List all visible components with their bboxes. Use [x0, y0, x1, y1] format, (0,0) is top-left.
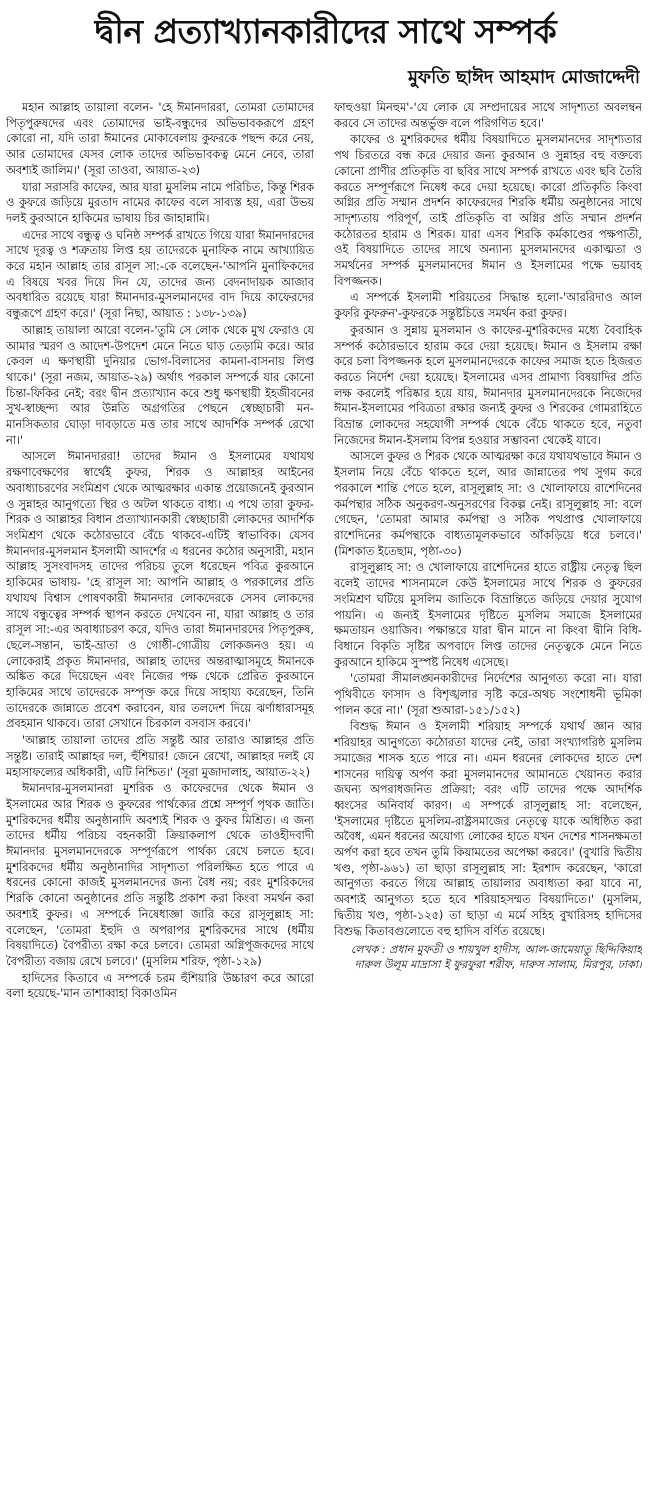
paragraph: ঈমানদার-মুসলমানরা মুশরিক ও কাফেরদের থেকে ঈমান ও ইসলামের আর শিরক ও কুফরের পার্থক্যের প্রশ্নে সম্পূর্ণ পৃথক জাতি। মুশরিকদের ধর্মীয় অনুষ্ঠানাদি অবশ্যই শিরক ও কুফর মিশ্রিত। এ জন্য তাদের ধর্মীয় পরিচয় বহনকারী ক্রিয়াকলাপ থেকে তাওহীদবাদী ঈমানদার মুসলমানদেরকে সম্পূর্ণরূপে পার্থক্য রেখে চলতে হবে। মুশরিকদের ধর্মীয় অনুষ্ঠানাদির সাদৃশ্যতা পরিলক্ষিত হতে পারে এ ধরনের কোনো কাজই মুসলমানদের জন্য বৈধ নয়; বরং মুশরিকদের শিরকি কোনো অনুষ্ঠানের প্রতি সন্তুষ্টি প্রকাশ করা কিংবা সমর্থন করা অবশ্যই কুফর। এ সম্পর্কে নিষেধাজ্ঞা জারি করে রাসূলুল্লাহ সা: বলেছেন, 'তোমরা ইহুদি ও অপরাপর মুশরিকদের সাথে (ধর্মীয় বিষয়াদিতে) বৈপরীত্য রক্ষা করে চলবে। তোমরা অগ্নিপূজকদের সাথে বৈপরীত্য বজায় রেখে চলবে।' (মুসলিম শরিফ, পৃষ্ঠা-১২৯): [6, 782, 314, 968]
paragraph: আসলে ঈমানদাররা! তাদের ঈমান ও ইসলামের যথাযথ রক্ষণাবেক্ষণের স্বার্থেই কুফর, শিরক ও আল্লাহর আইনের অবাধ্যাচরণের সংমিশ্রণ থেকে আত্মরক্ষার একান্ত প্রয়োজনেই কুরআন ও সুন্নাহর আনুগত্যে স্থির ও অটল থাকতে বাধ্য। এ পথে তারা কুফর-শিরক ও আল্লাহর বিধান প্রত্যাখ্যানকারী স্বেচ্ছাচারী লোকদের আদর্শিক সংমিশ্রণ থেকে কঠোরভাবে বেঁচে থাকবে-এটিই স্বাভাবিক। যেসব ঈমানদার-মুসলমান ইসলামী আদর্শের এ ধরনের কঠোর অনুসারী, মহান আল্লাহ সুসংবাদসহ তাদের পরিচয় তুলে ধরেছেন পবিত্র কুরআনে হাকিমের ভাষায়- 'হে রাসূল সা: আপনি আল্লাহ ও পরকালের প্রতি যথাযথ বিশ্বাস পোষণকারী ঈমানদার লোকদেরকে সেসব লোকদের সাথে বন্ধুত্বের সম্পর্ক স্থাপন করতে দেখবেন না, যারা আল্লাহ ও তার রাসূল সা:-এর অবাধ্যাচরণ করে, যদিও তারা ঈমানদারদের পিতৃপুরুষ, ছেলে-সন্তান, ভাই-ভ্রাতা ও গোষ্ঠী-গোত্রীয় লোকজনও হয়। এ লোকেরাই প্রকৃত ঈমানদার, আল্লাহ তাদের অন্তরাত্মাসমূহে ঈমানকে অঙ্কিত করে দিয়েছেন এবং নিজের পক্ষ থেকে প্রেরিত কুরআনে হাকিমের সাথে তাদেরকে সম্পৃক্ত করে দিয়ে সাহায্য করেছেন, তিনি তাদেরকে জান্নাতে প্রবেশ করাবেন, যার তলদেশ দিয়ে ঝর্ণাধারাসমূহ প্রবহমান থাকবে। তারা সেখানে চিরকাল বসবাস করবে।': [6, 450, 314, 731]
paragraph: 'তোমরা সীমালঙ্ঘনকারীদের নির্দেশের আনুগত্য করো না। যারা পৃথিবীতে ফাসাদ ও বিশৃঙ্খলার সৃষ্টি করে-অথচ সংশোধনী ভূমিকা পালন করে না।' (সূরা শুআরা-১৫১/১৫২): [334, 672, 642, 717]
article-title: দ্বীন প্রত্যাখ্যানকারীদের সাথে সম্পর্ক: [94, 12, 557, 51]
author-byline: লেখক : প্রধান মুফতী ও শায়খুল হাদীস, আল-জামেয়াতু ছিদ্দিকিয়াহ দারুল উলূম মাদ্রাসা ই ফুরফুরা শরীফ, দারুস সালাম, মিরপুর, ঢাকা।: [350, 943, 642, 972]
left-column: [6, 100, 314, 1498]
paragraph: আল্লাহ তায়ালা আরো বলেন-'তুমি সে লোক থেকে মুখ ফেরাও যে আমার স্মরণ ও আদেশ-উপদেশ মেনে নিতে ঘাড় তেড়ামি করে। আর কেবল এ ক্ষণস্থায়ী দুনিয়ার ভোগ-বিলাসের কামনা-বাসনায় লিপ্ত থাকে।' (সূরা নজম, আয়াত-২৯) অর্থাৎ পরকাল সম্পর্কে যার কোনো চিন্তা-ফিকির নেই; বরং দ্বীন প্রত্যাখ্যান করে শুধু ক্ষণস্থায়ী ইহজীবনের সুখ-স্বাচ্ছন্দ্য আর উন্নতি অগ্রগতির পেছনে স্বেচ্ছাচারী মন-মানসিকতার ঘোড়া দাবড়াতে মত্ত তার সাথে আদর্শিক সম্পর্ক রেখো না।': [6, 323, 314, 447]
right-column: [334, 100, 642, 1498]
paragraph: ফাহুওয়া মিনহুম'-'যে লোক যে সম্প্রদায়ের সাথে সাদৃশ্যতা অবলম্বন করবে সে তাদের অন্তর্ভুক্ত বলে পরিগণিত হবে।': [334, 101, 642, 130]
paragraph: কুরআন ও সুন্নায় মুসলমান ও কাফের-মুশরিকদের মধ্যে বৈবাহিক সম্পর্ক কঠোরভাবে হারাম করে দেয়া হয়েছে। ঈমান ও ইসলাম রক্ষা করে চলা বিপজ্জনক হলে মুসলমানদেরকে কাফের সমাজ হতে হিজরত করতে নির্দেশ দেয়া হয়েছে। ইসলামের এসব প্রামাণ্য বিষয়াদির প্রতি লক্ষ করলেই পরিষ্কার হয়ে যায়, ঈমানদার মুসলমানদেরকে নিজেদের ঈমান-ইসলামের পবিত্রতা রক্ষার জন্যই কুফর ও শিরকের গোমরাহিতে বিভ্রান্ত লোকদের সহযোগী সম্পর্ক থেকে বেঁচে থাকতে হবে, নতুবা নিজেদের ঈমান-ইসলাম বিপন্ন হওয়ার সম্ভাবনা থেকেই যাবে।: [334, 323, 642, 447]
article-author: মুফতি ছাঈদ আহমাদ মোজাদ্দেদী: [407, 67, 640, 88]
paragraph: যারা সরাসরি কাফের, আর যারা মুসলিম নামে পরিচিত, কিন্তু শিরক ও কুফরে জড়িয়ে মুরতাদ নামের কাফের বলে সাব্যস্ত হয়, এরা উভয় দলই কুরআনে হাকিমের ভাষায় চির জাহান্নামি।: [6, 180, 314, 225]
paragraph: এদের সাথে বন্ধুত্ব ও ঘনিষ্ঠ সম্পর্ক রাখতে গিয়ে যারা ঈমানদারদের সাথে দূরত্ব ও শত্রুতায় লিপ্ত হয় তাদেরকে মুনাফিক নামে আখ্যায়িত করে মহান আল্লাহ তার রাসূল সা:-কে বলেছেন-'আপনি মুনাফিকদের এ বিষয়ে খবর দিয়ে দিন যে, তাদের জন্য বেদনাদায়ক আজাব অবধারিত রয়েছে যারা ঈমানদার-মুসলমানদের বাদ দিয়ে কাফেরদের বন্ধুরূপে গ্রহণ করে।' (সূরা নিছা, আয়াত : ১৩৮-১৩৯): [6, 228, 314, 321]
paragraph: আসলে কুফর ও শিরক থেকে আত্মরক্ষা করে যথাযথভাবে ঈমান ও ইসলাম নিয়ে বেঁচে থাকতে হলে, আর জান্নাতের পথ সুগম করে পরকালে শান্তি পেতে হলে, রাসূলুল্লাহ সা: ও খোলাফায়ে রাশেদিনের কর্মপন্থার সঠিক অনুকরণ-অনুসরণের বিকল্প নেই। রাসূলুল্লাহ সা: বলে গেছেন, 'তোমরা আমার কর্মপন্থা ও সঠিক পথপ্রাপ্ত খোলাফায়ে রাশেদিনের কর্মপন্থাকে বাধ্যতামূলকভাবে আঁকড়িয়ে ধরে চলবে।' (মিশকাত ইতেছাম, পৃষ্ঠা-৩০): [334, 450, 642, 558]
paragraph: 'আল্লাহ তায়ালা তাদের প্রতি সন্তুষ্ট আর তারাও আল্লাহর প্রতি সন্তুষ্ট। তারাই আল্লাহর দল, হুঁশিয়ার! জেনে রেখো, আল্লাহর দলই যে মহাসাফল্যের অধিকারী, এটি নিশ্চিত।' (সূরা মুজাদালাহ, আয়াত-২২): [6, 734, 314, 779]
paragraph: মহান আল্লাহ তায়ালা বলেন- 'হে ঈমানদাররা, তোমরা তোমাদের পিতৃপুরুষদের এবং তোমাদের ভাই-বন্ধুদের অভিভাবকরূপে গ্রহণ কোরো না, যদি তারা ঈমানের মোকাবেলায় কুফরকে পছন্দ করে নেয়, আর তোমাদের যেসব লোক তাদের অভিভাবকত্ব মেনে নেবে, তারা অবশ্যই জালিম।' (সূরা তাওবা, আয়াত-২৩): [6, 101, 314, 177]
paragraph: হাদিসের কিতাবে এ সম্পর্কে চরম হুঁশিয়ারি উচ্চারণ করে আরো বলা হয়েছে-'মান তাশাব্বাহা বিকাওমিন: [6, 971, 314, 1001]
paragraph: কাফের ও মুশরিকদের ধর্মীয় বিষয়াদিতে মুসলমানদের সাদৃশ্যতার পথ চিরতরে বন্ধ করে দেয়ার জন্য কুরআন ও সুন্নাহর বহু বক্তব্যে কোনো প্রাণীর প্রতিকৃতি বা ছবির সাথে সম্পর্ক রাখতে এবং ছবি তৈরি করতে সম্পূর্ণরূপে নিষেধ করে দেয়া হয়েছে। কারো প্রতিকৃতি কিংবা অগ্নির প্রতি সম্মান প্রদর্শন কাফেরদের শিরকি ধর্মীয় অনুষ্ঠানের সাথে সাদৃশ্যতায় পরিপূর্ণ, তাই প্রতিকৃতি বা অগ্নির প্রতি সম্মান প্রদর্শন কঠোরতর হারাম ও শিরক। যারা এসব শিরকি কর্মকাণ্ডের পক্ষপাতী, ওই বিষয়াদিতে তাদের সাথে অন্যান্য মুসলমানদের একাত্মতা ও সমর্থনের সম্পর্ক মুসলমানদের ঈমান ও ইসলামের পক্ষে ভয়াবহ বিপজ্জনক।: [334, 133, 642, 288]
paragraph: এ সম্পর্কে ইসলামী শরিয়তের সিদ্ধান্ত হলো-'আররিদাও আল কুফরি কুফরুন'-কুফরকে সন্তুষ্টচিত্তে সমর্থন করা কুফর।: [334, 291, 642, 321]
paragraph: বিশুদ্ধ ঈমান ও ইসলামী শরিয়াহ সম্পর্কে যথার্থ জ্ঞান আর শরিয়াহর আনুগত্যে কঠোরতা যাদের নেই, তারা সংখ্যাগরিষ্ঠ মুসলিম সমাজের শাসক হতে পারে না। এমন ধরনের লোকদের হাতে দেশ শাসনের দায়িত্ব অর্পণ করা মুসলমানদের আমানতে খেয়ানত করার জঘন্য অপরাধজনিত প্রক্রিয়া; বরং এটি তাদের পক্ষে আদর্শিক ধ্বংসের অনিবার্য কারণ। এ সম্পর্কে রাসূলুল্লাহ সা: বলেছেন, 'ইসলামের দৃষ্টিতে মুসলিম-রাষ্ট্রসমাজের নেতৃত্বে যাকে অধিষ্ঠিত করা অবৈধ, এমন ধরনের অযোগ্য লোকের হাতে যখন দেশের শাসনক্ষমতা অর্পণ করা হবে তখন তুমি কিয়ামতের অপেক্ষা করবে।' (বুখারি দ্বিতীয় খণ্ড, পৃষ্ঠা-৯৬১) তা ছাড়া রাসূলুল্লাহ সা: ইরশাদ করেছেন, 'কারো আনুগত্য করতে গিয়ে আল্লাহ তায়ালার অবাধ্যতা করা যাবে না, অবশ্যই আনুগত্য হতে হবে শরিয়াহসম্মত বিষয়াদিতে।' (মুসলিম, দ্বিতীয় খণ্ড, পৃষ্ঠা-১২৫) তা ছাড়া এ মর্মে সহিহ বুখারিসহ হাদিসের বিশুদ্ধ কিতাবগুলোতে বহু হাদিস বর্ণিত রয়েছে।: [334, 720, 642, 938]
paragraph: রাসূলুল্লাহ সা: ও খোলাফায়ে রাশেদিনের হাতে রাষ্ট্রীয় নেতৃত্ব ছিল বলেই তাদের শাসনামলে কেউ ইসলামের সাথে শিরক ও কুফরের সংমিশ্রণ ঘটিয়ে মুসলিম জাতিকে বিভ্রান্তিতে জড়িয়ে দেয়ার সুযোগ পায়নি। এ জন্যই ইসলামের দৃষ্টিতে মুসলিম সমাজে ইসলামের ক্ষমতায়ন ওয়াজিব। পক্ষান্তরে যারা দ্বীন মানে না কিংবা দ্বীনি বিধি-বিধানে বিকৃতি সৃষ্টির অপবাদে লিপ্ত তাদের নেতৃত্বকে মেনে নিতে কুরআনে হাকিমে সুস্পষ্ট নিষেধ এসেছে।: [334, 561, 642, 669]
